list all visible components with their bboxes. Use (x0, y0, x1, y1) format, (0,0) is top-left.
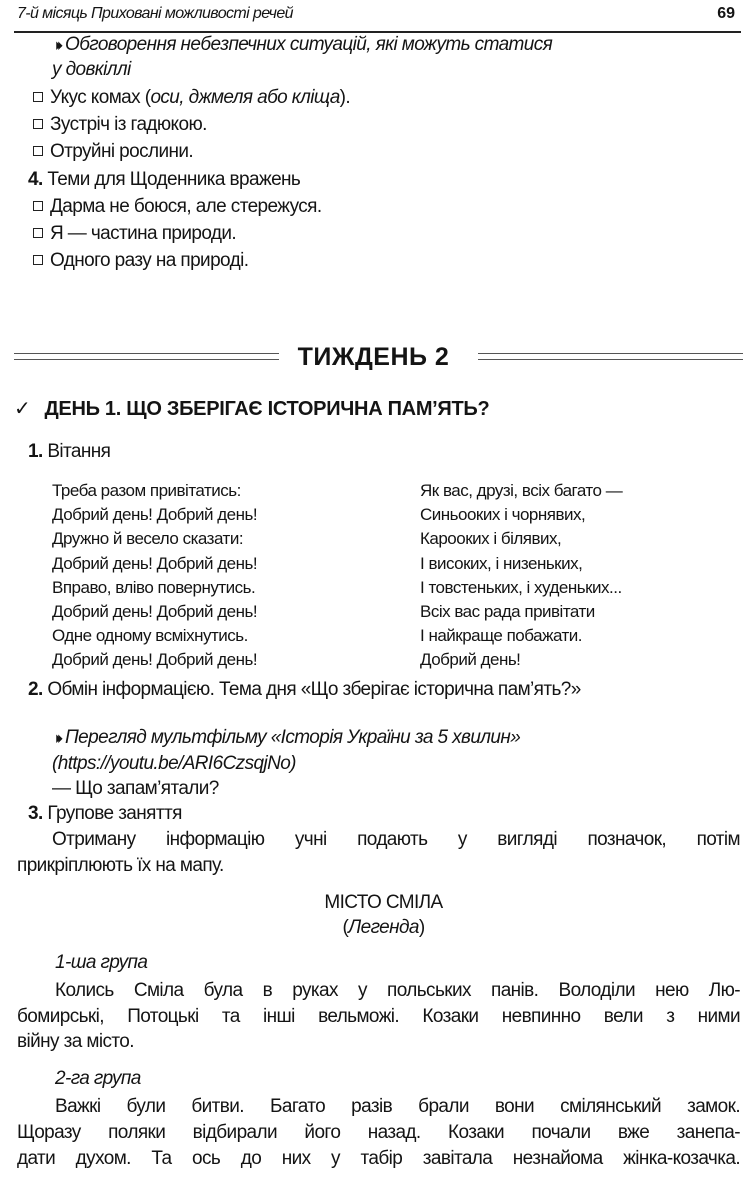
diary-heading: Теми для Щоденника вражень (47, 169, 301, 190)
paragraph-line: прикріплюють їх на мапу. (17, 855, 224, 876)
paragraph-line: Отриману інформацію учні подають у вигляді позначок, потім (52, 829, 740, 850)
square-bullet-icon (33, 201, 43, 211)
paragraph-line: Колись Сміла була в руках у польських панів. Володіли нею Лю- (55, 980, 740, 1001)
square-bullet-icon (33, 255, 43, 265)
week-title: ТИЖДЕНЬ 2 (297, 343, 450, 371)
video-link[interactable]: (https://youtu.be/ARI6CzsqjNo) (52, 753, 296, 774)
square-bullet-icon (33, 146, 43, 156)
group-label: 2-га група (55, 1068, 141, 1089)
list-item: Дарма не боюся, але стережуся. (33, 196, 322, 218)
item-number: 1. (28, 441, 43, 462)
double-rule-right (478, 353, 743, 360)
paragraph-line: Щоразу поляки відбирали його назад. Козаки почали вже занепа- (17, 1122, 740, 1143)
checkmark-icon: ✓ (14, 398, 31, 420)
page-number: 69 (717, 5, 735, 22)
discussion-heading: Обговорення небезпечних ситуацій, які можуть статися (65, 34, 553, 55)
group-heading: Групове заняття (47, 803, 182, 824)
paragraph-line: бомирські, Потоцькі та інші вельможі. Козаки невпинно вели з ними (17, 1006, 740, 1027)
discussion-heading-cont: у довкіллі (52, 59, 131, 80)
double-arrow-icon: ⏵⏵ (55, 39, 60, 53)
item-number: 2. (28, 679, 43, 700)
paragraph-line: війну за місто. (17, 1031, 134, 1052)
list-item: Отруйні рослини. (33, 141, 193, 163)
list-item: Зустріч із гадюкою. (33, 114, 207, 136)
paragraph-line: дати духом. Та ось до них у табір завітала незнайома жінка-козачка. (17, 1148, 740, 1169)
greeting-heading: Вітання (47, 441, 111, 462)
list-item: Я — частина природи. (33, 223, 236, 245)
list-item: Укус комах (оси, джмеля або кліща). (33, 87, 350, 109)
square-bullet-icon (33, 92, 43, 102)
poem-left-column: Треба разом привітатись: Добрий день! Добрий день! Дружно й весело сказати: Добрий день! Добрий день! Вправо, вліво повернутись. Добрий день! Добрий день! Одне одному всміхнутись. Добрий день! Добрий день! (52, 481, 258, 670)
day-heading: ✓ ДЕНЬ 1. ЩО ЗБЕРІГАЄ ІСТОРИЧНА ПАМ’ЯТЬ? (14, 398, 490, 420)
running-title: 7-й місяць Приховані можливості речей (17, 5, 293, 22)
paragraph-line: Важкі були битви. Багато разів брали вони смілянський замок. (55, 1096, 740, 1117)
video-title: Перегляд мультфільму «Історія України за 5 хвилин» (65, 727, 521, 748)
item-number: 4. (28, 169, 43, 190)
group-label: 1-ша група (55, 952, 148, 973)
list-item: Одного разу на природі. (33, 250, 248, 272)
square-bullet-icon (33, 119, 43, 129)
exchange-heading: Обмін інформацією. Тема дня «Що зберігає історична пам’ять?» (47, 679, 581, 700)
poem-right-column: Як вас, друзі, всіх багато — Синьооких і чорнявих, Карооких і білявих, І високих, і низеньких, І товстеньких, і худеньких... Всіх вас рада привітати І найкраще побажати. Добрий день! (420, 481, 623, 670)
double-arrow-icon: ⏵⏵ (55, 732, 60, 746)
legend-subtitle: (Легенда) (342, 917, 425, 938)
item-number: 3. (28, 803, 43, 824)
header-rule (14, 31, 741, 33)
question: — Що запам’ятали? (52, 778, 219, 799)
square-bullet-icon (33, 228, 43, 238)
legend-title: МІСТО СМІЛА (324, 892, 443, 913)
